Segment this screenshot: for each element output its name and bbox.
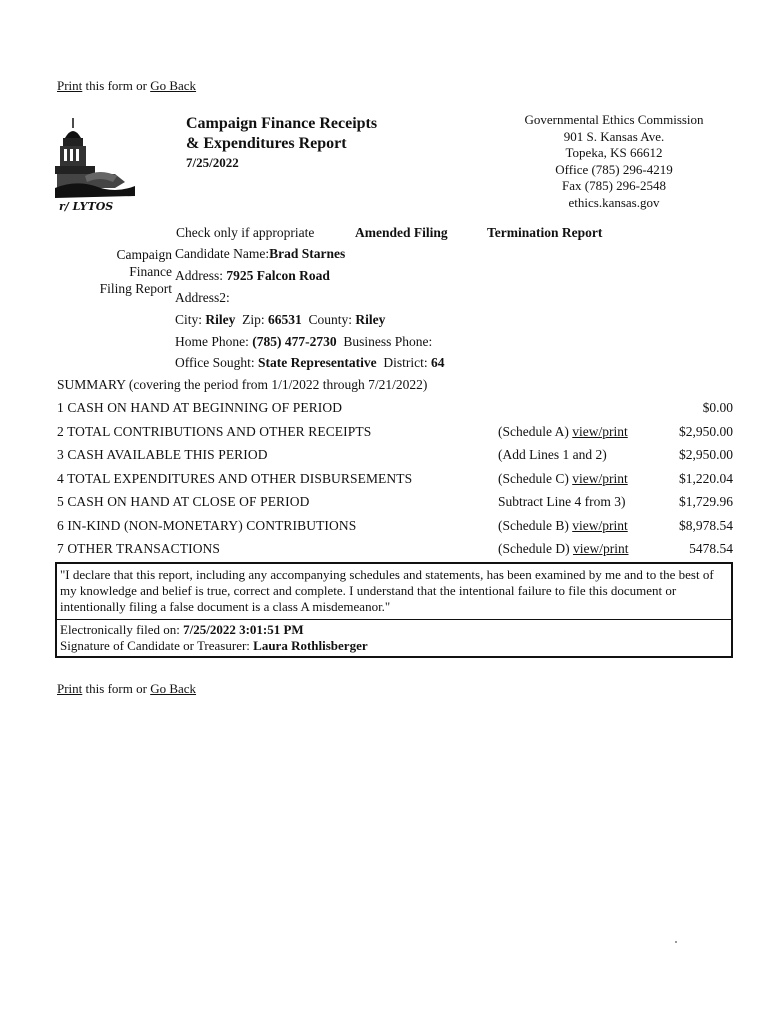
filing-info — [57, 620, 731, 656]
summary-row-amount: $2,950.00 — [679, 423, 733, 439]
summary-row-label: 3 CASH AVAILABLE THIS PERIOD — [57, 447, 268, 462]
agency-contact-block — [482, 112, 746, 211]
side-label-line2: Finance — [129, 264, 172, 279]
filed-on-value: 7/25/2022 3:01:51 PM — [183, 622, 304, 637]
top-nav — [57, 78, 196, 94]
view-print-link[interactable]: view/print — [572, 541, 629, 556]
summary-row — [57, 541, 733, 561]
agency-fax: Fax (785) 296-2548 — [562, 178, 666, 193]
view-print-link[interactable]: view/print — [572, 470, 628, 486]
city-row — [175, 312, 385, 328]
summary-row — [57, 494, 733, 514]
candidate-name-row — [175, 246, 345, 262]
summary-row-label: 7 OTHER TRANSACTIONS — [57, 541, 221, 556]
agency-city: Topeka, KS 66612 — [565, 145, 663, 160]
county-label: County: — [308, 312, 353, 327]
home-phone-value: (785) 477-2730 — [252, 334, 337, 349]
summary-row-label: 5 CASH ON HAND AT CLOSE OF PERIOD — [57, 494, 310, 509]
signature-value: Laura Rothlisberger — [253, 638, 368, 653]
summary-row-schedule — [498, 471, 628, 487]
print-link[interactable]: Print — [57, 78, 83, 93]
summary-row-schedule — [498, 541, 628, 557]
address-value: 7925 Falcon Road — [226, 268, 330, 283]
district-label: District: — [383, 355, 428, 370]
filed-on-label: Electronically filed on: — [60, 622, 180, 637]
side-label-line3: Filing Report — [99, 281, 172, 296]
signature-label: Signature of Candidate or Treasurer: — [60, 638, 250, 653]
office-value: State Representative — [258, 355, 377, 370]
city-value: Riley — [205, 312, 236, 327]
home-phone-label: Home Phone: — [175, 334, 249, 349]
summary-row-label: 1 CASH ON HAND AT BEGINNING OF PERIOD — [57, 400, 343, 415]
address-label: Address: — [175, 268, 223, 283]
candidate-name-value: Brad Starnes — [269, 246, 346, 261]
side-label-line1: Campaign — [116, 247, 172, 262]
declaration-box — [55, 562, 733, 658]
summary-row-label: 2 TOTAL CONTRIBUTIONS AND OTHER RECEIPTS — [57, 423, 372, 439]
view-print-link[interactable]: view/print — [572, 423, 628, 439]
candidate-name-label: Candidate Name: — [175, 246, 270, 261]
district-value: 64 — [430, 355, 445, 370]
business-phone-label: Business Phone: — [343, 334, 433, 349]
address2-row — [175, 290, 230, 306]
capitol-logo-icon — [55, 116, 145, 212]
agency-website: ethics.kansas.gov — [568, 194, 660, 210]
filed-on-row — [60, 622, 728, 638]
scan-speck — [675, 941, 677, 943]
office-row — [175, 355, 444, 371]
report-title-line2: & Expenditures Report — [186, 135, 347, 152]
schedule-note: (Schedule C) — [498, 470, 573, 486]
schedule-note: (Schedule D) — [498, 541, 573, 556]
schedule-note: (Schedule B) — [498, 517, 573, 533]
address2-label: Address2: — [175, 290, 230, 305]
summary-row — [57, 424, 733, 444]
summary-row-amount: $1,729.96 — [679, 494, 733, 509]
signature-row — [60, 638, 728, 654]
address-row — [175, 268, 330, 284]
declaration-text: "I declare that this report, including any accompanying schedules and statements, has been examined by me and to the best of my knowledge and belief is true, correct and complete. I understand that the intentional failure to file this document or intentionally filing a false document is a class A misdemeanor." — [57, 564, 731, 620]
schedule-note: Subtract Line 4 from 3) — [498, 494, 626, 509]
check-prompt: Check only if appropriate — [176, 225, 315, 240]
view-print-link[interactable]: view/print — [572, 517, 628, 533]
summary-row — [57, 400, 733, 420]
report-title-block — [186, 114, 377, 171]
office-label: Office Sought: — [175, 355, 255, 370]
agency-street: 901 S. Kansas Ave. — [563, 128, 665, 144]
nav-middle-text-bottom: this form or — [85, 681, 147, 696]
filing-report-side-label — [86, 246, 172, 297]
summary-row-amount: $8,978.54 — [679, 517, 733, 533]
bottom-nav — [57, 681, 196, 697]
go-back-link[interactable]: Go Back — [150, 78, 197, 93]
agency-name: Governmental Ethics Commission — [524, 112, 704, 127]
zip-label: Zip: — [242, 312, 265, 327]
agency-office-phone: Office (785) 296-4219 — [555, 161, 673, 177]
report-date: 7/25/2022 — [186, 155, 239, 170]
summary-row-schedule — [498, 424, 628, 440]
svg-text:r/ LYTOS: r/ LYTOS — [59, 200, 114, 212]
summary-row — [57, 471, 733, 491]
nav-middle-text: this form or — [85, 78, 147, 93]
print-link-bottom[interactable]: Print — [57, 681, 83, 696]
summary-row — [57, 447, 733, 467]
termination-report-label: Termination Report — [487, 225, 603, 240]
phone-row — [175, 334, 432, 350]
city-label: City: — [175, 312, 203, 327]
summary-row-schedule — [498, 518, 628, 534]
summary-row-schedule — [498, 447, 607, 463]
schedule-note: (Schedule A) — [498, 423, 573, 439]
report-title-line1: Campaign Finance Receipts — [186, 115, 378, 132]
summary-row — [57, 518, 733, 538]
schedule-note: (Add Lines 1 and 2) — [498, 447, 607, 462]
summary-row-label: 6 IN-KIND (NON-MONETARY) CONTRIBUTIONS — [57, 517, 357, 533]
summary-heading: SUMMARY (covering the period from 1/1/2022 through 7/21/2022) — [57, 377, 428, 392]
summary-row-amount: $2,950.00 — [679, 447, 733, 462]
summary-row-amount: $1,220.04 — [679, 470, 733, 486]
summary-row-label: 4 TOTAL EXPENDITURES AND OTHER DISBURSEMENTS — [57, 470, 413, 486]
amended-filing-label: Amended Filing — [355, 225, 448, 240]
summary-row-amount: $0.00 — [702, 400, 733, 415]
county-value: Riley — [355, 312, 386, 327]
summary-row-schedule — [498, 494, 625, 510]
zip-value: 66531 — [268, 312, 302, 327]
go-back-link-bottom[interactable]: Go Back — [150, 681, 197, 696]
summary-row-amount: 5478.54 — [689, 541, 733, 556]
